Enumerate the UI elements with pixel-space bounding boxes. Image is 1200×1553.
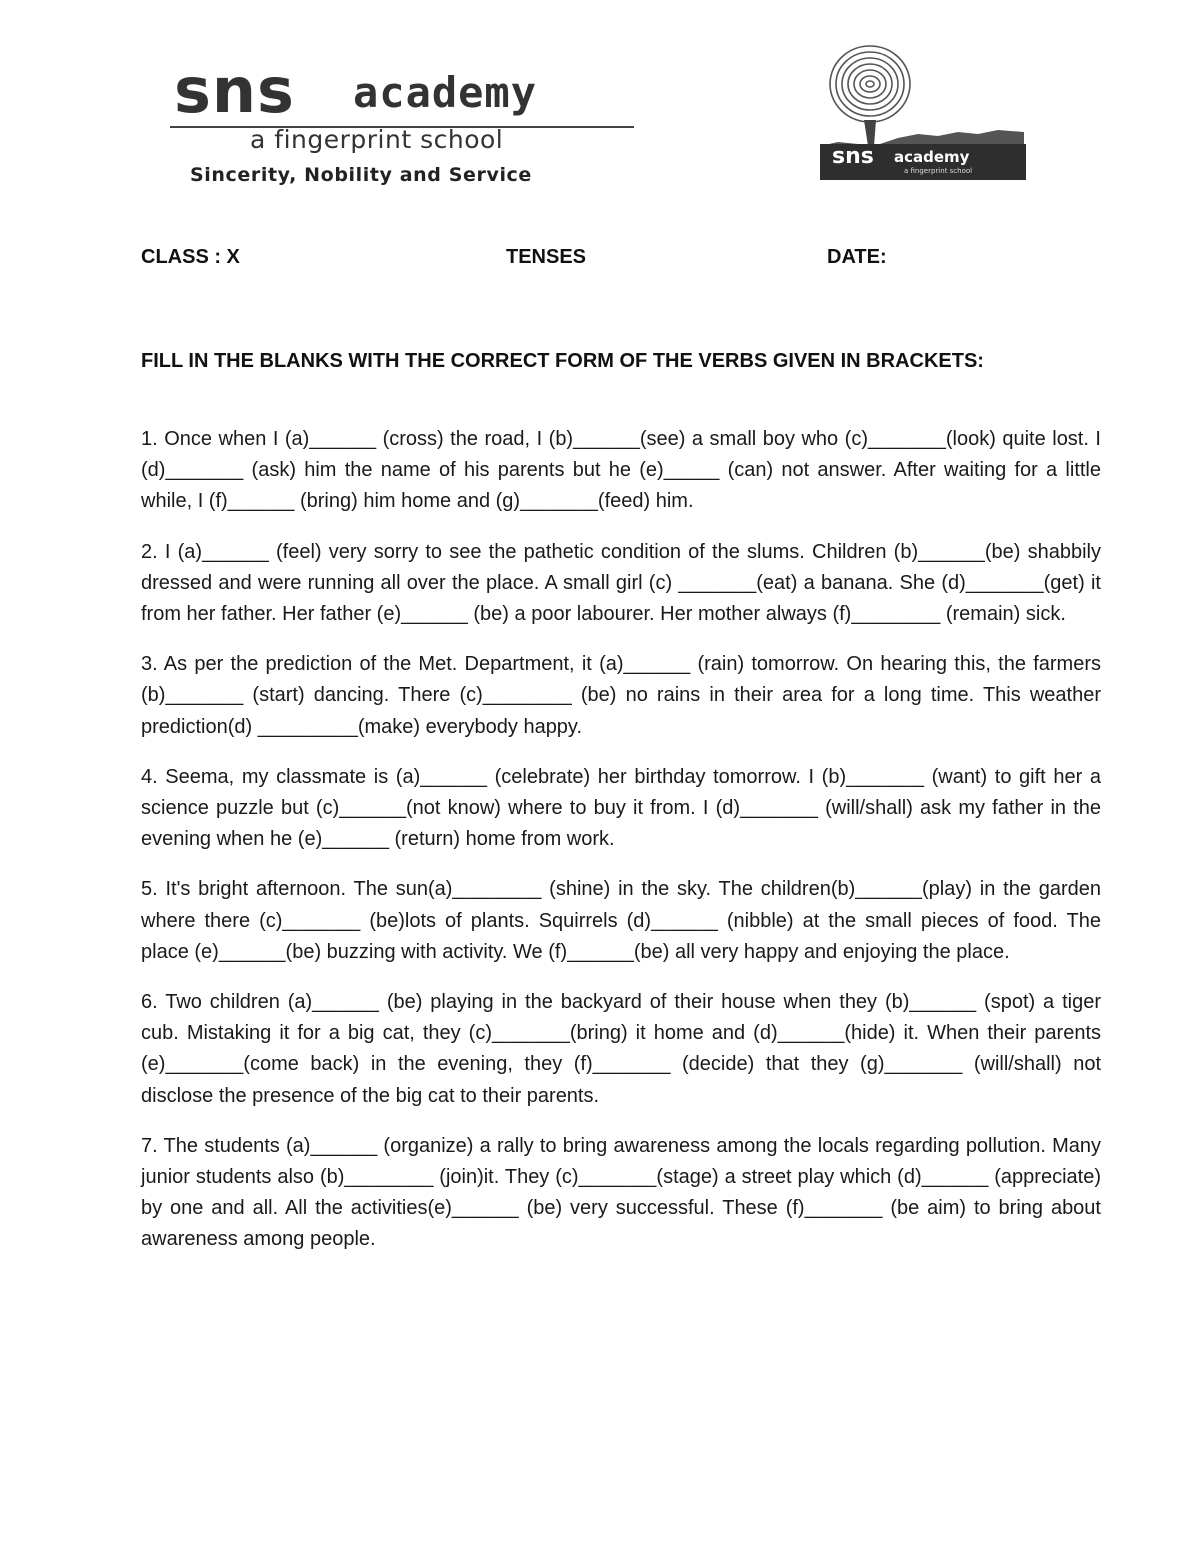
question-3: 3. As per the prediction of the Met. Department, it (a)______ (rain) tomorrow. On hearing this, the farmers (b)_______ (start) dancing. There (c)________ (be) no rains in their area for a long time. This weather prediction(d) _________(make) everybody happy.	[141, 653, 1101, 738]
date-label: DATE:	[827, 246, 887, 268]
logo-right-tagline: a fingerprint school	[904, 167, 973, 175]
question-2: 2. I (a)______ (feel) very sorry to see the pathetic condition of the slums. Children (b)______(be) shabbily dressed and were running all over the place. A small girl (c) _______(eat) a banana. She (d)_______(get) it from her father. Her father (e)______ (be) a poor labourer. Her mother always (f)________ (remain) sick.	[141, 540, 1101, 626]
logo-right-brand: sns	[832, 144, 874, 169]
logo-right-word: academy	[894, 148, 970, 166]
question-list	[141, 424, 1101, 1275]
logo-word: academy	[353, 68, 538, 117]
question-4: 4. Seema, my classmate is (a)______ (celebrate) her birthday tomorrow. I (b)_______ (want) to gift her a science puzzle but (c)______(not know) where to buy it from. I (d)_______ (will/shall) ask my father in the evening when he (e)______ (return) home from work.	[141, 765, 1101, 851]
instruction-heading: FILL IN THE BLANKS WITH THE CORRECT FORM OF THE VERBS GIVEN IN BRACKETS:	[141, 350, 984, 372]
topic-title: TENSES	[506, 246, 587, 268]
logo-tagline: a fingerprint school	[250, 125, 504, 154]
logo-motto: Sincerity, Nobility and Service	[190, 164, 532, 186]
class-label: CLASS : X	[141, 246, 240, 268]
school-logo-right	[818, 42, 1028, 182]
question-7: 7. The students (a)______ (organize) a rally to bring awareness among the locals regarding pollution. Many junior students also (b)________ (join)it. They (c)_______(stage) a street play which (d)______ (appreciate) by one and all. All the activities(e)______ (be) very successful. These (f)_______ (be aim) to bring about awareness among people.	[141, 1134, 1101, 1251]
logo-brand: sns	[174, 54, 295, 127]
question-6: 6. Two children (a)______ (be) playing in the backyard of their house when they (b)______ (spot) a tiger cub. Mistaking it for a big cat, they (c)_______(bring) it home and (d)______(hide) it. When their parents (e)_______(come back) in the evening, they (f)_______ (decide) that they (g)_______ (will/shall) not disclose the presence of the big cat to their parents.	[141, 991, 1101, 1107]
question-1: 1. Once when I (a)______ (cross) the road, I (b)______(see) a small boy who (c)_______(look) quite lost. I (d)_______ (ask) him the name of his parents but he (e)_____ (can) not answer. After waiting for a little while, I (f)______ (bring) him home and (g)_______(feed) him.	[141, 428, 1101, 513]
school-logo-left	[170, 54, 650, 198]
question-5: 5. It's bright afternoon. The sun(a)________ (shine) in the sky. The children(b)______(play) in the garden where there (c)_______ (be)lots of plants. Squirrels (d)______ (nibble) at the small pieces of food. The place (e)______(be) buzzing with activity. We (f)______(be) all very happy and enjoying the place.	[141, 878, 1101, 963]
